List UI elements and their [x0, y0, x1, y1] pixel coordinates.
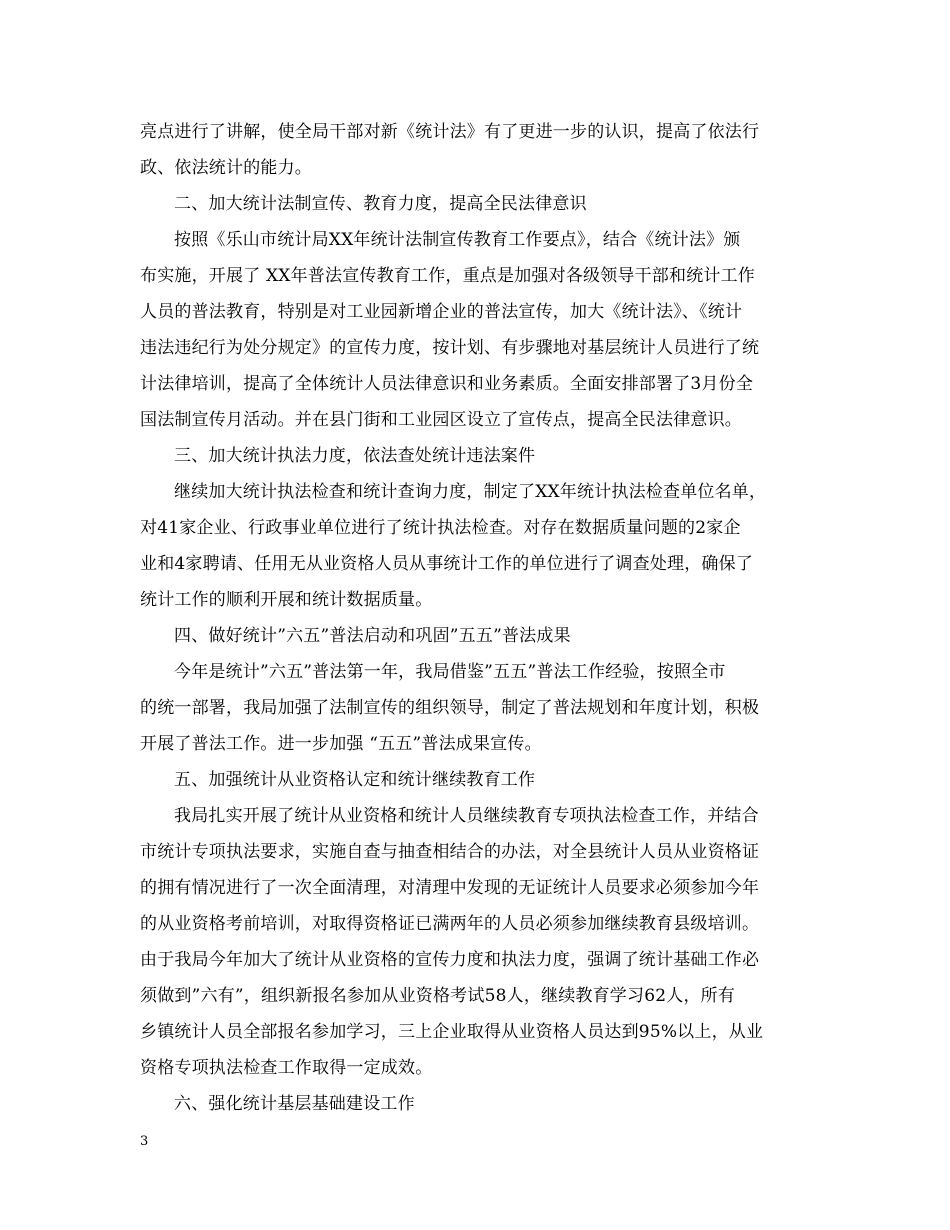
- text-line: 布实施，开展了 XX年普法宣传教育工作，重点是加强对各级领导干部和统计工作: [140, 266, 756, 286]
- text-line: 三、加大统计执法力度，依法查处统计违法案件: [174, 446, 536, 466]
- text-line: 五、加强统计从业资格认定和统计继续教育工作: [174, 770, 536, 790]
- text-line: 业和4家聘请、任用无从业资格人员从事统计工作的单位进行了调查处理，确保了: [140, 554, 754, 574]
- text-line: 按照《乐山市统计局XX年统计法制宣传教育工作要点》，结合《统计法》颁: [174, 230, 741, 250]
- text-line: 开展了普法工作。进一步加强 “五五”普法成果宣传。: [140, 734, 542, 754]
- text-line: 国法制宣传月活动。并在县门街和工业园区设立了宣传点，提高全民法律意识。: [140, 410, 742, 430]
- text-line: 资格专项执法检查工作取得一定成效。: [140, 1058, 433, 1078]
- text-line: 对41家企业、行政事业单位进行了统计执法检查。对存在数据质量问题的2家企: [140, 518, 741, 538]
- text-line: 的从业资格考前培训，对取得资格证已满两年的人员必须参加继续教育县级培训。: [140, 914, 760, 934]
- text-line: 今年是统计”六五”普法第一年，我局借鉴”五五”普法工作经验，按照全市: [174, 662, 726, 682]
- text-line: 市统计专项执法要求，实施自查与抽查相结合的办法，对全县统计人员从业资格证: [140, 842, 760, 862]
- text-line: 违法违纪行为处分规定》的宣传力度，按计划、有步骤地对基层统计人员进行了统: [140, 338, 760, 358]
- text-line: 计法律培训，提高了全体统计人员法律意识和业务素质。全面安排部署了3月份全: [140, 374, 754, 394]
- text-line: 乡镇统计人员全部报名参加学习，三上企业取得从业资格人员达到95%以上，从业: [140, 1022, 764, 1042]
- text-line: 四、做好统计”六五”普法启动和巩固”五五”普法成果: [174, 626, 571, 646]
- text-line: 须做到”六有”，组织新报名参加从业资格考试58人，继续教育学习62人，所有: [140, 986, 736, 1006]
- text-line: 的拥有情况进行了一次全面清理，对清理中发现的无证统计人员要求必须参加今年: [140, 878, 760, 898]
- text-line: 政、依法统计的能力。: [140, 158, 312, 178]
- text-line: 我局扎实开展了统计从业资格和统计人员继续教育专项执法检查工作，并结合: [174, 806, 759, 826]
- text-line: 六、强化统计基层基础建设工作: [174, 1094, 415, 1114]
- text-line: 亮点进行了讲解，使全局干部对新《统计法》有了更进一步的认识，提高了依法行: [140, 122, 760, 142]
- text-line: 人员的普法教育，特别是对工业园新增企业的普法宣传，加大《统计法》、《统计: [140, 302, 743, 322]
- text-line: 由于我局今年加大了统计从业资格的宣传力度和执法力度，强调了统计基础工作必: [140, 950, 760, 970]
- text-line: 统计工作的顺利开展和统计数据质量。: [140, 590, 433, 610]
- text-line: 继续加大统计执法检查和统计查询力度，制定了XX年统计执法检查单位名单，: [174, 482, 767, 502]
- text-line: 的统一部署，我局加强了法制宣传的组织领导，制定了普法规划和年度计划，积极: [140, 698, 760, 718]
- page-number: 3: [140, 1134, 149, 1149]
- document-body: [140, 114, 826, 1122]
- text-line: 二、加大统计法制宣传、教育力度，提高全民法律意识: [174, 194, 587, 214]
